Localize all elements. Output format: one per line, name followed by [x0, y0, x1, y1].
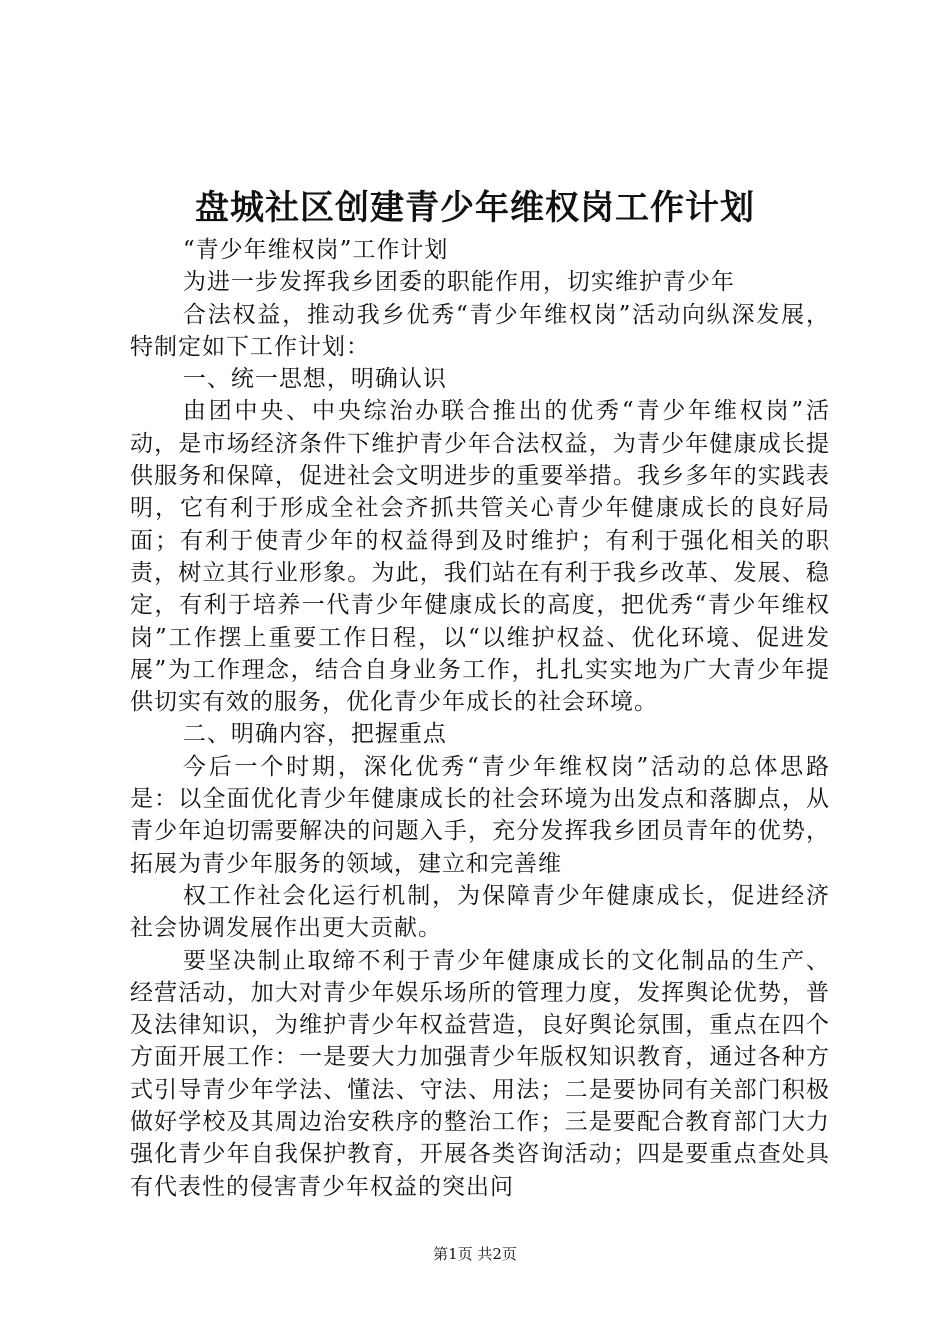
paragraph: 合法权益，推动我乡优秀“青少年维权岗”活动向纵深发展，特制定如下工作计划：: [130, 301, 830, 360]
document-body: [130, 234, 830, 1203]
paragraph: 由团中央、中央综治办联合推出的优秀“青少年维权岗”活动，是市场经济条件下维护青少年合法权益，为青少年健康成长提供服务和保障，促进社会文明进步的重要举措。我乡多年的实践表明，它有利于形成全社会齐抓共管关心青少年健康成长的良好局面；有利于使青少年的权益得到及时维护；有利于强化相关的职责，树立其行业形象。为此，我们站在有利于我乡改革、发展、稳定，有利于培养一代青少年健康成长的高度，把优秀“青少年维权岗”工作摆上重要工作日程，以“以维护权益、优化环境、促进发展”为工作理念，结合自身业务工作，扎扎实实地为广大青少年提供切实有效的服务，优化青少年成长的社会环境。: [130, 398, 830, 716]
paragraph: 要坚决制止取缔不利于青少年健康成长的文化制品的生产、经营活动，加大对青少年娱乐场所的管理力度，发挥舆论优势，普及法律知识，为维护青少年权益营造，良好舆论氛围，重点在四个方面开展工作：一是要大力加强青少年版权知识教育，通过各种方式引导青少年学法、懂法、守法、用法；二是要协同有关部门积极做好学校及其周边治安秩序的整治工作；三是要配合教育部门大力强化青少年自我保护教育，开展各类咨询活动；四是要重点查处具有代表性的侵害青少年权益的突出问: [130, 947, 830, 1200]
page-footer: 第1页 共2页: [433, 1245, 517, 1263]
paragraph: 权工作社会化运行机制，为保障青少年健康成长，促进经济社会协调发展作出更大贡献。: [130, 882, 830, 942]
section-heading: 二、明确内容，把握重点: [182, 721, 447, 748]
paragraph: 今后一个时期，深化优秀“青少年维权岗”活动的总体思路是：以全面优化青少年健康成长的社会环境为出发点和落脚点，从青少年迫切需要解决的问题入手，充分发挥我乡团员青年的优势，拓展为青少年服务的领域，建立和完善维: [130, 753, 830, 877]
paragraph: “青少年维权岗”工作计划: [182, 237, 449, 263]
paragraph: 为进一步发挥我乡团委的职能作用，切实维护青少年: [182, 269, 735, 296]
section-heading: 一、统一思想，明确认识: [182, 366, 447, 393]
document-title: 盘城社区创建青少年维权岗工作计划: [195, 188, 755, 228]
